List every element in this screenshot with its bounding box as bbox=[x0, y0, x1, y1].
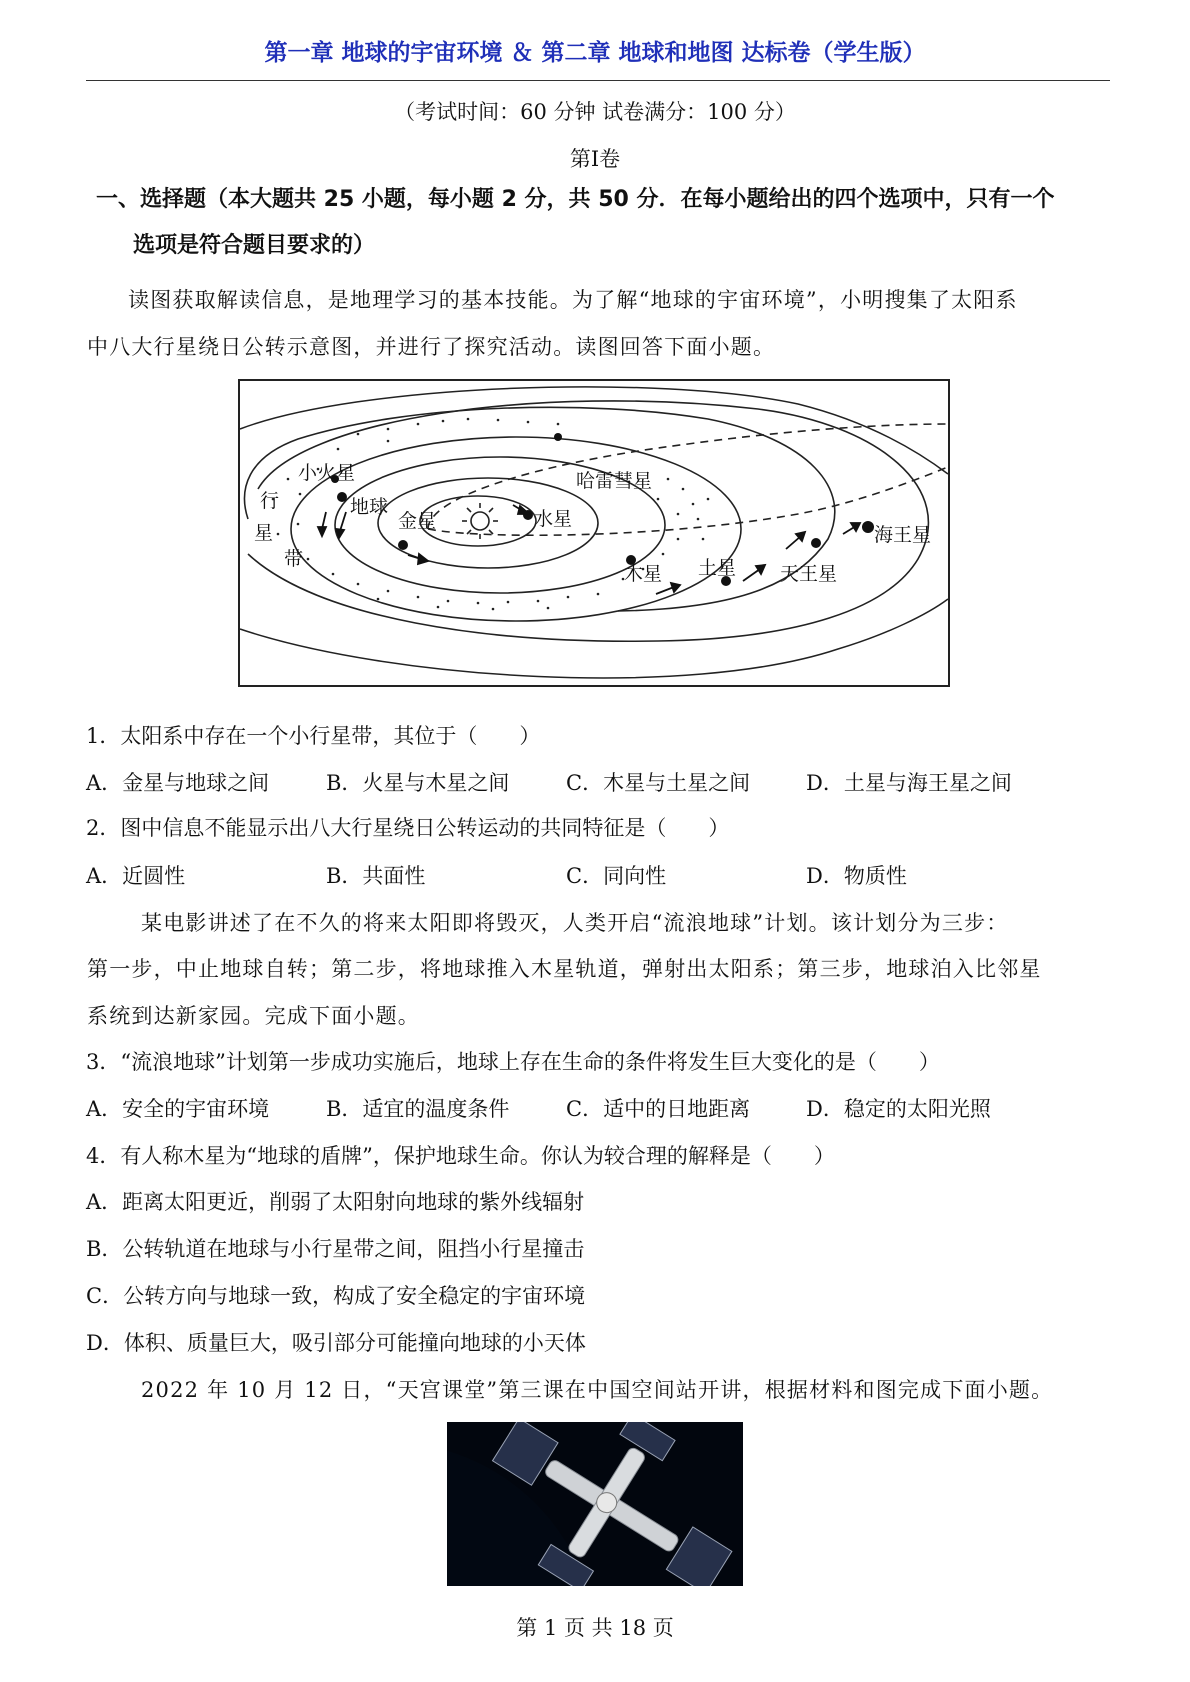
header-divider bbox=[86, 80, 1110, 81]
page-footer: 第 1 页 共 18 页 bbox=[516, 1616, 674, 1640]
neptune-dot bbox=[862, 521, 874, 533]
q2-option-c[interactable]: C．同向性 bbox=[566, 864, 667, 888]
q1-option-d[interactable]: D．土星与海王星之间 bbox=[806, 771, 1012, 795]
halley-label: 哈雷彗星 bbox=[576, 470, 653, 492]
intro2-line3: 系统到达新家园。完成下面小题。 bbox=[87, 1004, 420, 1028]
mars-label: 小火星 bbox=[298, 462, 356, 484]
uranus-label: 天王星 bbox=[780, 563, 838, 585]
question-1-options bbox=[86, 767, 1012, 797]
intro2-line2: 第一步，中止地球自转；第二步，将地球推入木星轨道，弹射出太阳系；第三步，地球泊入比邻星 bbox=[87, 957, 1042, 981]
intro3-line: 2022 年 10 月 12 日，“天宫课堂”第三课在中国空间站开讲，根据材料和图完成下面小题。 bbox=[141, 1378, 1054, 1402]
intro2-line1: 某电影讲述了在不久的将来太阳即将毁灭，人类开启“流浪地球”计划。该计划分为三步： bbox=[141, 911, 1009, 935]
q3-option-b[interactable]: B．适宜的温度条件 bbox=[326, 1097, 510, 1121]
venus-dot bbox=[398, 540, 408, 550]
question-3-options bbox=[86, 1093, 991, 1123]
q1-option-c[interactable]: C．木星与土星之间 bbox=[566, 771, 751, 795]
q4-option-d[interactable]: D．体积、质量巨大，吸引部分可能撞向地球的小天体 bbox=[86, 1331, 586, 1355]
neptune-label: 海王星 bbox=[874, 524, 932, 546]
uranus-dot bbox=[811, 538, 821, 548]
question-1-stem: 1．太阳系中存在一个小行星带，其位于（ ） bbox=[86, 724, 541, 748]
exam-info: （考试时间：60 分钟 试卷满分：100 分） bbox=[394, 100, 796, 124]
jupiter-label: 木星 bbox=[624, 563, 663, 585]
solar-system-diagram bbox=[238, 379, 950, 687]
q4-option-c[interactable]: C．公转方向与地球一致，构成了安全稳定的宇宙环境 bbox=[86, 1284, 586, 1308]
section-heading-line1: 一、选择题（本大题共 25 小题，每小题 2 分，共 50 分．在每小题给出的四个选项中，只有一个 bbox=[96, 187, 1055, 212]
halley-dot bbox=[554, 433, 562, 441]
question-2-stem: 2．图中信息不能显示出八大行星绕日公转运动的共同特征是（ ） bbox=[86, 816, 730, 840]
earth-label: 地球 bbox=[350, 496, 389, 518]
volume-label: 第I卷 bbox=[569, 147, 621, 171]
q3-option-c[interactable]: C．适中的日地距离 bbox=[566, 1097, 751, 1121]
q4-option-a[interactable]: A．距离太阳更近，削弱了太阳射向地球的紫外线辐射 bbox=[86, 1190, 585, 1214]
asteroid-belt-label-1: 行 bbox=[260, 490, 280, 512]
earth-dot bbox=[337, 492, 347, 502]
page-header-title: 第一章 地球的宇宙环境 ＆ 第二章 地球和地图 达标卷（学生版） bbox=[264, 40, 926, 66]
intro1-line1: 读图获取解读信息，是地理学习的基本技能。为了解“地球的宇宙环境”，小明搜集了太阳系 bbox=[128, 288, 1018, 312]
q3-option-a[interactable]: A．安全的宇宙环境 bbox=[86, 1097, 270, 1121]
q3-option-d[interactable]: D．稳定的太阳光照 bbox=[806, 1097, 991, 1121]
saturn-label: 土星 bbox=[698, 557, 737, 579]
q2-option-a[interactable]: A．近圆性 bbox=[86, 864, 186, 888]
q4-option-b[interactable]: B．公转轨道在地球与小行星带之间，阻挡小行星撞击 bbox=[86, 1237, 585, 1261]
question-3-stem: 3．“流浪地球”计划第一步成功实施后，地球上存在生命的条件将发生巨大变化的是（ ） bbox=[86, 1050, 940, 1074]
q1-option-b[interactable]: B．火星与木星之间 bbox=[326, 771, 510, 795]
asteroid-belt-label-3: 带 bbox=[284, 548, 304, 570]
q2-option-b[interactable]: B．共面性 bbox=[326, 864, 426, 888]
mercury-label: 水星 bbox=[534, 508, 573, 530]
question-4-stem: 4．有人称木星为“地球的盾牌”，保护地球生命。你认为较合理的解释是（ ） bbox=[86, 1144, 835, 1168]
q1-option-a[interactable]: A．金星与地球之间 bbox=[86, 771, 270, 795]
space-station-photo bbox=[447, 1422, 743, 1586]
section-heading-line2: 选项是符合题目要求的） bbox=[133, 233, 376, 258]
question-2-options bbox=[86, 860, 907, 890]
venus-label: 金星 bbox=[398, 510, 437, 532]
q2-option-d[interactable]: D．物质性 bbox=[806, 864, 907, 888]
asteroid-belt-label-2: 星 bbox=[254, 522, 274, 544]
intro1-line2: 中八大行星绕日公转示意图，并进行了探究活动。读图回答下面小题。 bbox=[87, 335, 776, 359]
